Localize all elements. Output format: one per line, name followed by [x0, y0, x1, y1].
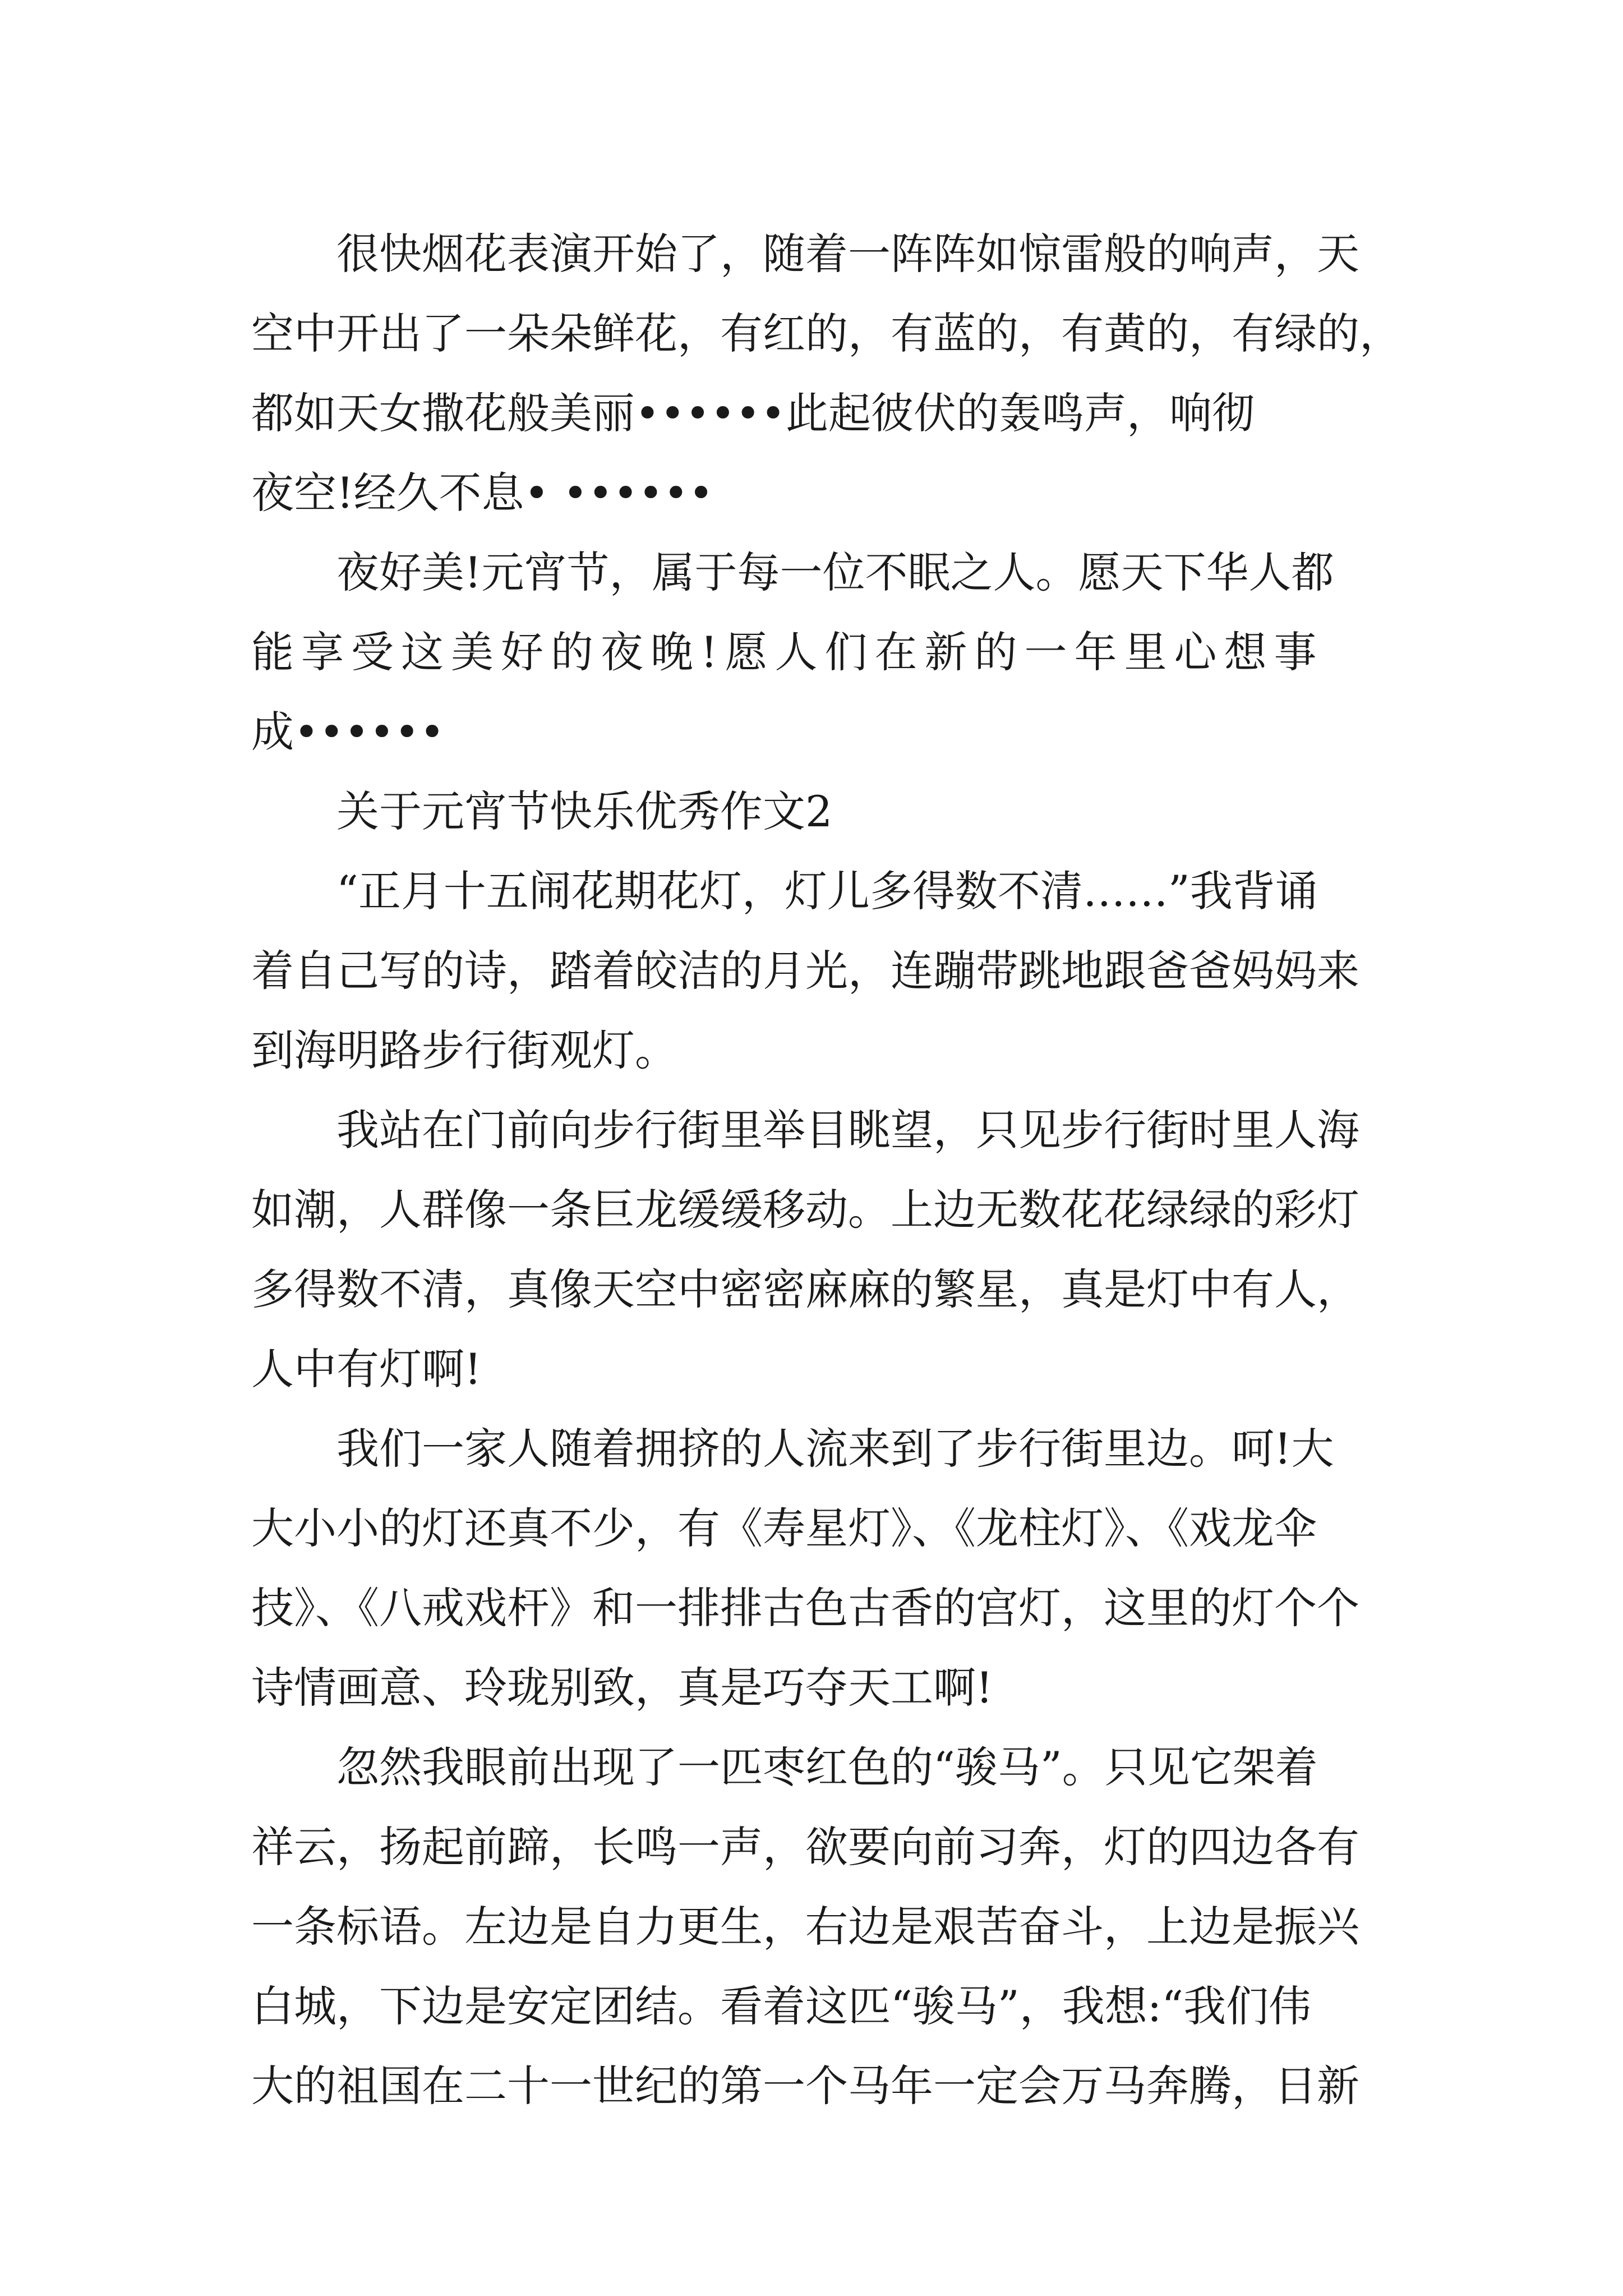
text-line: 着自己写的诗，踏着皎洁的月光，连蹦带跳地跟爸爸妈妈来 [251, 946, 1359, 996]
section-title-text: 关于元宵节快乐优秀作文2 [336, 786, 833, 836]
text-line: 大小小的灯还真不少，有《寿星灯》、《龙柱灯》、《戏龙伞 [251, 1503, 1317, 1553]
text-line: 祥云，扬起前蹄，长鸣一声，欲要向前习奔，灯的四边各有 [251, 1822, 1359, 1872]
text-line: 人中有灯啊! [251, 1344, 482, 1394]
text-line: 到海明路步行街观灯。 [251, 1025, 677, 1075]
paragraph-street [251, 1091, 1386, 1409]
text-line: 如潮，人群像一条巨龙缓缓移动。上边无数花花绿绿的彩灯 [251, 1185, 1359, 1235]
text-line: 诗情画意、玲珑别致，真是巧夺天工啊! [251, 1663, 993, 1713]
text-line: “正月十五闹花期花灯，灯儿多得数不清……”我背诵 [336, 866, 1318, 916]
text-line: 多得数不清，真像天空中密密麻麻的繁星，真是灯中有人， [251, 1264, 1359, 1314]
text-line: 白城，下边是安定团结。看着这匹“骏马”，我想:“我们伟 [251, 1981, 1312, 2031]
text-line: 很快烟花表演开始了，随着一阵阵如惊雷般的响声，天 [336, 229, 1359, 279]
text-line: 都如天女撒花般美丽••••••此起彼伏的轰鸣声，响彻 [251, 388, 1255, 438]
text-line: 忽然我眼前出现了一匹枣红色的“骏马”。只见它架着 [336, 1742, 1318, 1792]
paragraph-fireworks [251, 214, 1402, 533]
text-line: 成•••••• [251, 707, 445, 757]
text-line: 夜好美!元宵节，属于每一位不眠之人。愿天下华人都 [336, 547, 1334, 597]
text-line: 技》、《八戒戏杆》和一排排古色古香的宫灯，这里的灯个个 [251, 1583, 1359, 1633]
text-line: 大的祖国在二十一世纪的第一个马年一定会万马奔腾，日新 [251, 2061, 1359, 2111]
text-line: 空中开出了一朵朵鲜花，有红的，有蓝的，有黄的，有绿的， [251, 309, 1402, 358]
text-line: 夜空!经久不息• •••••• [251, 468, 714, 518]
text-line: 我站在门前向步行街里举目眺望，只见步行街时里人海 [336, 1105, 1359, 1155]
text-line: 一条标语。左边是自力更生，右边是艰苦奋斗，上边是振兴 [251, 1902, 1359, 1952]
paragraph-night [251, 533, 1386, 772]
paragraph-poem [251, 852, 1386, 1091]
text-line: 我们一家人随着拥挤的人流来到了步行街里边。呵!大 [336, 1424, 1334, 1474]
paragraph-horse [251, 1728, 1386, 2126]
text-line: 能享受这美好的夜晚!愿人们在新的一年里心想事 [251, 627, 1324, 677]
paragraph-lanterns [251, 1409, 1386, 1728]
section-title [251, 772, 1386, 852]
document-body [251, 214, 1402, 2126]
